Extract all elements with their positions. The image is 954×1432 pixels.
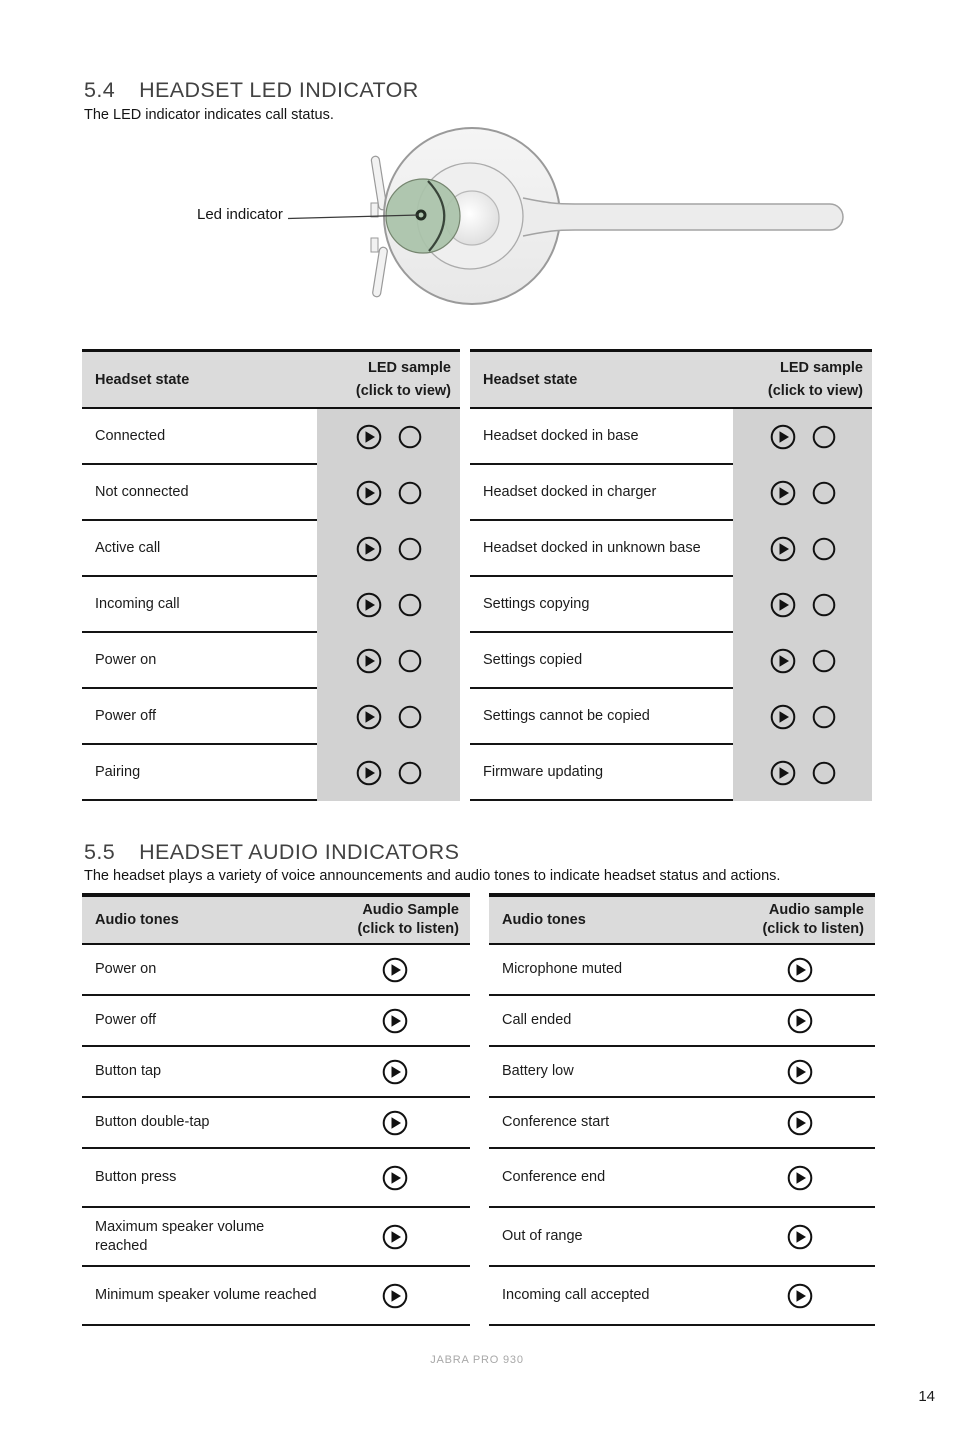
page-number: 14 [918,1388,935,1405]
play-icon[interactable] [770,424,796,450]
headset-clip-tab [371,203,378,217]
audio-sample-cell [320,1267,470,1324]
play-icon[interactable] [356,760,382,786]
play-icon[interactable] [770,536,796,562]
audio-sample-cell [725,1098,875,1147]
led-table-right [470,349,872,801]
led-sample-cell [317,409,460,465]
headset-state-label: Not connected [82,465,317,521]
section-number: 5.5 [84,840,116,864]
led-sample-cell [317,633,460,689]
audio-table-left [82,893,470,1326]
section-intro-led: The LED indicator indicates call status. [84,107,334,123]
table-row [470,577,872,633]
headset-state-label: Power off [82,689,317,745]
led-circle-icon [398,705,422,729]
section-title: HEADSET AUDIO INDICATORS [139,840,460,864]
table-row [82,945,470,996]
audio-tone-label: Power on [95,961,157,978]
audio-sample-cell [725,1047,875,1096]
audio-sample-cell [320,1149,470,1206]
table-row [470,521,872,577]
column-header-state: Headset state [483,371,578,388]
table-row [82,521,460,577]
audio-tone-label: Maximum speaker volume reached [95,1218,265,1254]
audio-tone-label: Power off [95,1012,156,1029]
table-row [82,996,470,1047]
led-circle-icon [812,537,836,561]
led-circle-icon [812,481,836,505]
audio-tone-label: Conference start [502,1114,610,1131]
led-circle-icon [812,705,836,729]
table-row [82,577,460,633]
led-sample-cell [317,689,460,745]
play-icon[interactable] [382,957,408,983]
play-icon[interactable] [770,480,796,506]
table-header [82,352,460,409]
led-sample-cell [317,745,460,801]
headset-state-label: Settings cannot be copied [470,689,733,745]
play-icon[interactable] [787,1283,813,1309]
audio-table-right [489,893,875,1326]
section-title: HEADSET LED INDICATOR [139,78,419,102]
play-icon[interactable] [770,648,796,674]
audio-sample-cell [320,1208,470,1265]
audio-sample-cell [725,996,875,1045]
play-icon[interactable] [770,704,796,730]
table-header [470,352,872,409]
table-row [82,1267,470,1326]
audio-tone-label: Button tap [95,1063,162,1080]
play-icon[interactable] [356,424,382,450]
led-sample-cell [733,689,872,745]
led-circle-icon [812,649,836,673]
audio-tone-label: Button press [95,1169,177,1186]
headset-clip-tab [371,238,378,252]
headset-state-label: Connected [82,409,317,465]
column-header-audio-sample: Audio Sample (click to listen) [357,902,459,937]
footer-brand: JABRA PRO 930 [430,1354,524,1366]
column-header-led-sample: LED sample (click to view) [767,360,863,399]
led-circle-icon [398,761,422,785]
table-row [82,465,460,521]
led-circle-icon [398,649,422,673]
headset-state-label: Headset docked in charger [470,465,733,521]
headset-state-label: Pairing [82,745,317,801]
play-icon[interactable] [356,480,382,506]
play-icon[interactable] [356,536,382,562]
column-header-led-sample: LED sample (click to view) [355,360,451,399]
audio-tone-label: Out of range [502,1228,583,1245]
headset-state-label: Power on [82,633,317,689]
column-header-state: Headset state [95,371,190,388]
led-sample-cell [733,745,872,801]
audio-sample-cell [725,945,875,994]
table-row [489,1047,875,1098]
table-row [82,1208,470,1267]
table-row [82,633,460,689]
table-row [470,689,872,745]
play-icon[interactable] [770,592,796,618]
led-sample-cell [733,521,872,577]
table-row [489,1267,875,1326]
microphone-boom-arm [523,198,843,236]
play-icon[interactable] [382,1224,408,1250]
table-header [489,897,875,945]
audio-sample-cell [320,996,470,1045]
play-icon[interactable] [770,760,796,786]
table-row [470,745,872,801]
audio-sample-cell [725,1208,875,1265]
column-header-tones: Audio tones [95,912,179,928]
audio-tone-label: Call ended [502,1012,572,1029]
table-body [82,409,460,801]
table-header [82,897,470,945]
table-row [82,689,460,745]
table-body [470,409,872,801]
headset-state-label: Firmware updating [470,745,733,801]
led-circle-icon [398,481,422,505]
table-row [489,996,875,1047]
play-icon[interactable] [787,1110,813,1136]
led-sample-cell [733,633,872,689]
table-body [489,945,875,1326]
table-row [82,1149,470,1208]
led-circle-icon [812,593,836,617]
audio-sample-cell [725,1267,875,1324]
led-circle-icon [398,537,422,561]
led-sample-cell [317,465,460,521]
table-row [489,1149,875,1208]
play-icon[interactable] [356,704,382,730]
play-icon[interactable] [382,1059,408,1085]
led-sample-cell [317,577,460,633]
section-number: 5.4 [84,78,116,102]
led-circle-icon [812,425,836,449]
section-heading-audio [84,840,459,865]
play-icon[interactable] [382,1283,408,1309]
table-row [489,1098,875,1149]
headset-state-label: Settings copied [470,633,733,689]
table-row [489,1208,875,1267]
play-icon[interactable] [382,1165,408,1191]
headset-illustration [288,116,872,312]
led-circle-icon [398,425,422,449]
table-row [489,945,875,996]
headset-state-label: Incoming call [82,577,317,633]
table-row [82,1098,470,1149]
audio-tone-label: Microphone muted [502,961,623,978]
play-icon[interactable] [382,1110,408,1136]
play-icon[interactable] [356,648,382,674]
table-row [82,409,460,465]
led-indicator-label: Led indicator [197,206,283,223]
table-row [470,409,872,465]
audio-tone-label: Battery low [502,1063,574,1080]
table-body [82,945,470,1326]
audio-sample-cell [320,1047,470,1096]
headset-state-label: Settings copying [470,577,733,633]
headset-state-label: Active call [82,521,317,577]
led-sample-cell [317,521,460,577]
headset-clip-bottom [372,247,388,298]
headset-state-label: Headset docked in unknown base [470,521,733,577]
section-heading-led [84,78,419,103]
led-circle-icon [398,593,422,617]
table-row [82,1047,470,1098]
led-sample-cell [733,577,872,633]
audio-tone-label: Minimum speaker volume reached [95,1287,317,1304]
led-sample-cell [733,465,872,521]
led-table-left [82,349,460,801]
column-header-audio-sample: Audio sample (click to listen) [762,902,864,937]
play-icon[interactable] [382,1008,408,1034]
audio-tone-label: Conference end [502,1169,606,1186]
play-icon[interactable] [787,1165,813,1191]
table-row [470,465,872,521]
play-icon[interactable] [787,1008,813,1034]
led-circle-icon [812,761,836,785]
audio-sample-cell [320,945,470,994]
audio-tone-label: Incoming call accepted [502,1287,650,1304]
play-icon[interactable] [787,1059,813,1085]
play-icon[interactable] [787,1224,813,1250]
play-icon[interactable] [356,592,382,618]
audio-tone-label: Button double-tap [95,1114,210,1131]
audio-sample-cell [320,1098,470,1147]
table-row [82,745,460,801]
audio-sample-cell [725,1149,875,1206]
headset-state-label: Headset docked in base [470,409,733,465]
section-intro-audio: The headset plays a variety of voice announcements and audio tones to indicate headset status and actions. [84,868,781,884]
play-icon[interactable] [787,957,813,983]
column-header-tones: Audio tones [502,912,586,928]
led-sample-cell [733,409,872,465]
table-row [470,633,872,689]
